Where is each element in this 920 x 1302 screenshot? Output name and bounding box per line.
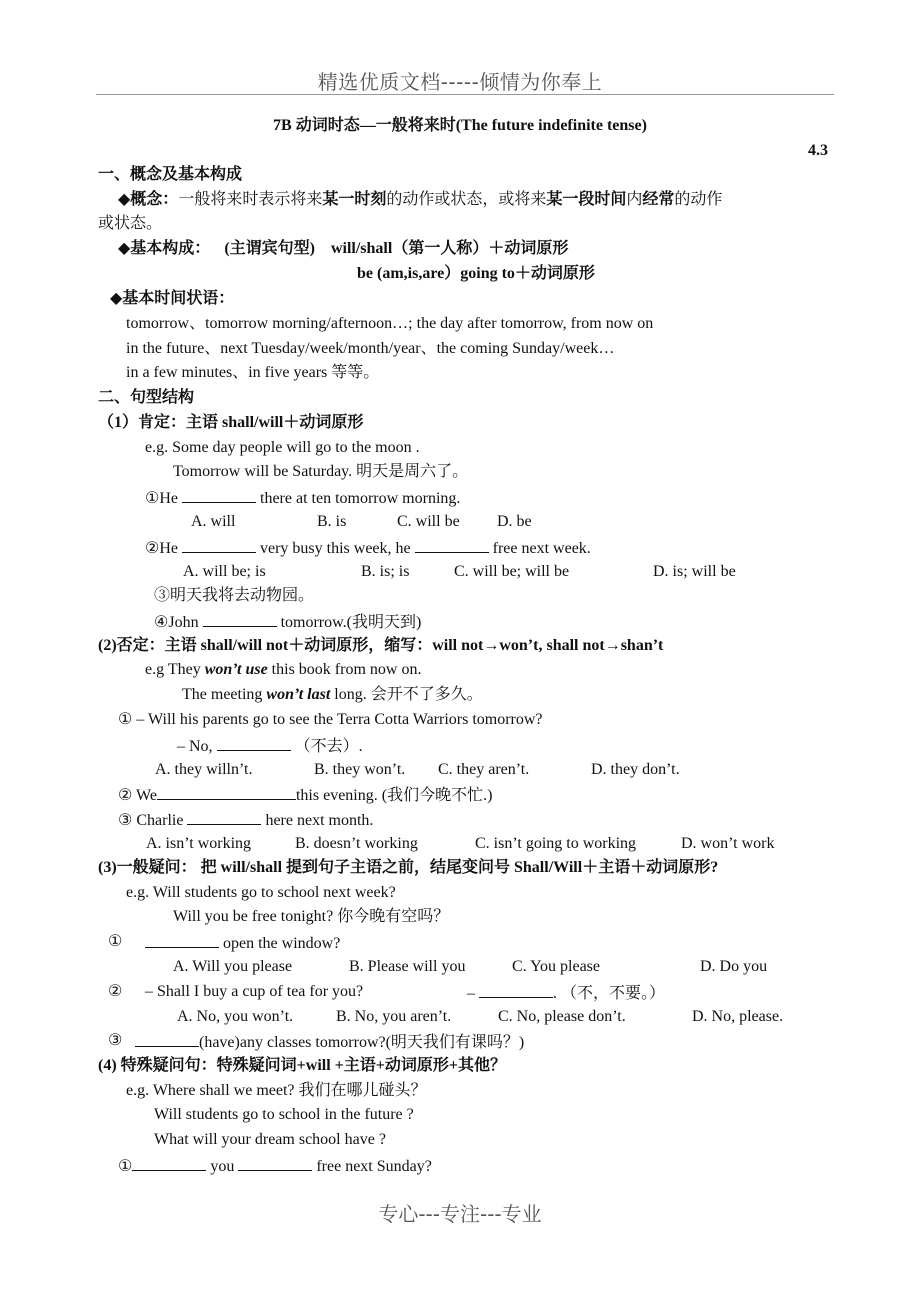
affirmative-example-1: e.g. Some day people will go to the moon . (145, 439, 420, 456)
affirmative-example-2: Tomorrow will be Saturday. 明天是周六了。 (173, 463, 469, 480)
special-question-example-1: e.g. Where shall we meet? 我们在哪儿碰头？ (126, 1082, 427, 1099)
general-question-1-number: ① (108, 933, 123, 950)
affirmative-question-2 (145, 537, 591, 559)
option-c: C. isn’t going to working (475, 835, 637, 852)
option-d: D. No, please. (692, 1008, 784, 1025)
example-emphasis: won’t last (266, 686, 331, 703)
general-question-2-answer (467, 982, 665, 1004)
general-question-heading: (3)一般疑问： 把 will/shall 提到句子主语之前，结尾变问号 Shall/Will＋主语＋动词原形? (98, 859, 719, 876)
answer-blank[interactable] (157, 784, 296, 800)
general-question-3 (135, 1031, 524, 1053)
concept-line (118, 190, 722, 210)
answer-blank[interactable] (182, 487, 256, 503)
doc-date: 4.3 (808, 142, 828, 159)
answer-blank[interactable] (145, 932, 219, 948)
time-adverbials-label: ◆基本时间状语： (110, 290, 235, 307)
concept-bold-3: 经常 (642, 191, 675, 208)
option-d: D. Do you (700, 958, 768, 975)
question-text: here next month. (261, 812, 374, 829)
page-footer: 专心---专注---专业 (378, 1202, 542, 1226)
negative-question-1-answer (177, 735, 363, 757)
affirmative-question-1 (145, 487, 460, 509)
concept-text-1: 一般将来时表示将来 (178, 191, 323, 208)
structure-label: ◆基本构成： (118, 240, 211, 257)
answer-blank[interactable] (217, 735, 291, 751)
answer-blank[interactable] (415, 537, 489, 553)
question-text: . （不，不要。） (553, 985, 666, 1002)
concept-bold-1: 某一时刻 (322, 191, 387, 208)
option-a: A. will be; is (183, 563, 266, 580)
page-header: 精选优质文档-----倾情为你奉上 (317, 70, 603, 94)
question-text: open the window? (219, 935, 341, 952)
option-d: D. won’t work (681, 835, 775, 852)
option-c: C. will be (397, 513, 460, 530)
option-a: A. will (191, 513, 236, 530)
question-text: ① (118, 1158, 133, 1175)
example-text: The meeting (182, 686, 267, 703)
concept-text-4: 的动作 (674, 191, 723, 208)
example-text: this book from now on. (267, 661, 422, 678)
example-text: long. 会开不了多久。 (330, 686, 483, 703)
question-text: there at ten tomorrow morning. (256, 490, 461, 507)
section-1-heading: 一、概念及基本构成 (98, 166, 243, 183)
option-b: B. is (317, 513, 347, 530)
structure-text-1: (主谓宾句型) will/shall（第一人称）＋动词原形 (224, 240, 569, 257)
general-question-example-1: e.g. Will students go to school next week? (126, 884, 396, 901)
structure-line-1 (118, 239, 568, 259)
option-d: D. they don’t. (591, 761, 680, 778)
answer-blank[interactable] (187, 809, 261, 825)
concept-label: ◆概念： (118, 191, 179, 208)
section-2-heading: 二、句型结构 (98, 389, 195, 406)
question-text: ①He (145, 490, 182, 507)
special-question-example-3: What will your dream school have ? (154, 1131, 386, 1148)
header-rule (96, 94, 834, 95)
time-adverbials-line-1: tomorrow、tomorrow morning/afternoon…; the day after tomorrow, from now on (126, 315, 654, 332)
negative-question-3 (118, 809, 373, 831)
general-question-example-2: Will you be free tonight? 你今晚有空吗？ (173, 908, 450, 925)
time-adverbials-line-2: in the future、next Tuesday/week/month/year、the coming Sunday/week… (126, 340, 615, 357)
option-a: A. Will you please (173, 958, 293, 975)
question-text: free next week. (488, 540, 591, 557)
question-text: – No, (177, 738, 217, 755)
question-text: ② We (118, 787, 157, 804)
doc-title: 7B 动词时态—一般将来时(The future indefinite tense) (273, 117, 647, 134)
answer-blank[interactable] (203, 611, 277, 627)
option-d: D. be (497, 513, 532, 530)
option-d: D. is; will be (653, 563, 736, 580)
option-b: B. they won’t. (314, 761, 406, 778)
question-text: free next Sunday? (312, 1158, 432, 1175)
question-text: ③ Charlie (118, 812, 188, 829)
question-text: this evening. (我们今晚不忙.) (295, 787, 493, 804)
special-question-1 (118, 1155, 432, 1177)
question-text: you (206, 1158, 239, 1175)
option-c: C. No, please don’t. (498, 1008, 626, 1025)
negative-example-1 (145, 660, 421, 680)
question-text: （不去）. (290, 738, 363, 755)
question-text: ②He (145, 540, 182, 557)
answer-blank[interactable] (479, 982, 553, 998)
option-c: C. they aren’t. (438, 761, 530, 778)
question-text: ④John (154, 614, 203, 631)
option-b: B. is; is (361, 563, 410, 580)
answer-blank[interactable] (182, 537, 256, 553)
general-question-1 (145, 932, 340, 954)
special-question-heading: (4) 特殊疑问句：特殊疑问词+will +主语+动词原形+其他？ (98, 1057, 507, 1074)
concept-line-2: 或状态。 (98, 215, 163, 232)
option-b: B. Please will you (349, 958, 466, 975)
example-text: e.g They (145, 661, 205, 678)
option-c: C. You please (512, 958, 601, 975)
answer-blank[interactable] (135, 1031, 199, 1047)
affirmative-question-3: ③明天我将去动物园。 (154, 587, 315, 604)
answer-blank[interactable] (238, 1155, 312, 1171)
question-text: – (467, 985, 479, 1002)
option-a: A. No, you won’t. (177, 1008, 294, 1025)
time-adverbials-line-3: in a few minutes、in five years 等等。 (126, 364, 380, 381)
negative-question-2 (118, 784, 492, 806)
example-emphasis: won’t use (204, 661, 268, 678)
general-question-2: – Shall I buy a cup of tea for you? (145, 983, 364, 1000)
concept-bold-2: 某一段时间 (546, 191, 627, 208)
affirmative-heading: （1）肯定：主语 shall/will＋动词原形 (98, 414, 364, 431)
general-question-2-number: ② (108, 983, 123, 1000)
negative-example-2 (182, 685, 483, 705)
structure-line-2: be (am,is,are）going to＋动词原形 (357, 265, 595, 282)
question-text: tomorrow.(我明天到) (276, 614, 422, 631)
concept-text-3: 内 (626, 191, 643, 208)
question-text: very busy this week, he (256, 540, 415, 557)
option-a: A. they willn’t. (155, 761, 253, 778)
answer-blank[interactable] (132, 1155, 206, 1171)
option-b: B. doesn’t working (295, 835, 418, 852)
special-question-example-2: Will students go to school in the future ? (154, 1106, 414, 1123)
concept-text-2: 的动作或状态，或将来 (386, 191, 547, 208)
general-question-3-number: ③ (108, 1032, 123, 1049)
negative-question-1: ① – Will his parents go to see the Terra Cotta Warriors tomorrow? (118, 711, 543, 728)
option-a: A. isn’t working (146, 835, 252, 852)
affirmative-question-4 (154, 611, 421, 633)
option-c: C. will be; will be (454, 563, 570, 580)
question-text: (have)any classes tomorrow?(明天我们有课吗？) (199, 1034, 525, 1051)
option-b: B. No, you aren’t. (336, 1008, 452, 1025)
negative-heading: (2)否定：主语 shall/will not＋动词原形，缩写：will not→won’t, shall not→shan’t (98, 637, 664, 654)
